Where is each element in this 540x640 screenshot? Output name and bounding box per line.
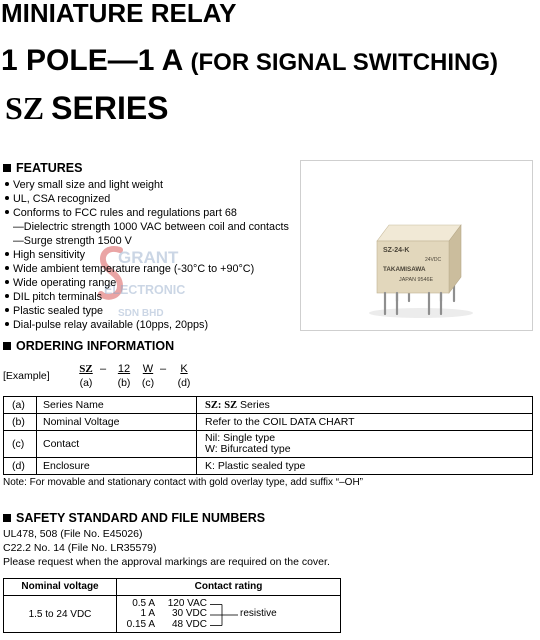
row-description-series: SZ	[224, 399, 238, 411]
example-separator: –	[159, 363, 167, 375]
ordering-heading-text: ORDERING INFORMATION	[16, 339, 175, 353]
bullet-icon	[5, 182, 9, 186]
example-key: (c)	[141, 377, 155, 389]
watermark-line: SDN BHD	[118, 308, 164, 319]
section-marker-icon	[3, 342, 11, 350]
table-row	[4, 458, 533, 475]
rating-voltage: 30 VDC	[171, 608, 207, 619]
relay-marking-voltage: 24VDC	[425, 257, 442, 263]
ordering-note: Note: For movable and stationary contact with gold overlay type, add suffix “–OH”	[3, 477, 363, 488]
row-description: Refer to the COIL DATA CHART	[197, 414, 533, 431]
bullet-icon	[5, 266, 9, 270]
subtitle-main: 1 POLE—1 A	[1, 44, 183, 77]
page-subtitle	[1, 46, 498, 78]
example-code-text: W	[142, 363, 154, 375]
example-key: (a)	[79, 377, 93, 389]
rating-current: 0.5 A	[132, 597, 155, 609]
series-word: SERIES	[51, 90, 169, 126]
feature-text: Dial-pulse relay available (10pps, 20pps)	[13, 319, 209, 331]
relay-image	[301, 161, 532, 330]
example-code-text: SZ	[79, 363, 93, 375]
relay-marking-model: SZ-24-K	[383, 247, 410, 254]
row-item: Enclosure	[37, 458, 197, 475]
features-heading-text: FEATURES	[16, 161, 83, 175]
safety-line: UL478, 508 (File No. E45026)	[3, 528, 143, 540]
bullet-icon	[5, 196, 9, 200]
series-code: SZ	[5, 90, 45, 126]
contact-rating-cell	[117, 596, 341, 633]
example-key: (d)	[177, 377, 191, 389]
rating-list	[117, 597, 340, 632]
example-code-text: 12	[117, 363, 131, 375]
subtitle-note: (FOR SIGNAL SWITCHING)	[190, 49, 499, 76]
rating-load-type: resistive	[240, 608, 277, 619]
safety-line: Please request when the approval markings are required on the cover.	[3, 556, 330, 568]
feature-text: Very small size and light weight	[13, 179, 164, 191]
safety-line: C22.2 No. 14 (File No. LR35579)	[3, 542, 157, 554]
rating-current: 1 A	[140, 608, 155, 619]
table-row	[4, 397, 533, 414]
bullet-icon	[5, 252, 9, 256]
example-code	[112, 363, 136, 376]
safety-heading	[3, 511, 265, 525]
table-header-row	[4, 579, 341, 596]
row-description: K: Plastic sealed type	[197, 458, 533, 475]
feature-item	[5, 206, 237, 220]
example-label: [Example]	[3, 370, 50, 382]
feature-text: High sensitivity	[13, 249, 86, 261]
header-nominal-voltage: Nominal voltage	[4, 579, 117, 596]
rating-current: 0.15 A	[126, 618, 155, 630]
feature-item	[5, 318, 208, 332]
bullet-icon	[5, 294, 9, 298]
row-key: (a)	[4, 397, 37, 414]
row-description	[197, 431, 533, 458]
row-description-line: W: Bifurcated type	[205, 443, 291, 455]
rating-voltage: 48 VDC	[171, 618, 207, 630]
row-description	[197, 397, 533, 414]
feature-text: Wide ambient temperature range (-30°C to +90°C)	[13, 263, 255, 275]
section-marker-icon	[3, 164, 11, 172]
example-code	[74, 363, 98, 376]
features-heading	[3, 161, 82, 175]
contact-rating-table	[3, 578, 341, 633]
page-title: MINIATURE RELAY	[1, 0, 237, 28]
feature-item	[5, 304, 103, 318]
table-row	[4, 431, 533, 458]
bullet-icon	[5, 322, 9, 326]
rating-voltage: 120 VAC	[167, 597, 207, 609]
row-key: (c)	[4, 431, 37, 458]
watermark-line: GRANT	[118, 248, 179, 267]
feature-item	[5, 290, 102, 304]
feature-item	[5, 262, 254, 276]
feature-item	[5, 178, 163, 192]
feature-item	[5, 276, 116, 290]
series-title	[5, 92, 169, 124]
feature-text: Conforms to FCC rules and regulations part 68	[13, 207, 237, 219]
feature-item	[5, 248, 85, 262]
row-key: (d)	[4, 458, 37, 475]
bullet-icon	[5, 210, 9, 214]
header-contact-rating: Contact rating	[117, 579, 341, 596]
feature-subitem: —Surge strength 1500 V	[13, 235, 132, 247]
feature-text: Plastic sealed type	[13, 305, 104, 317]
product-photo	[300, 160, 533, 331]
row-item: Series Name	[37, 397, 197, 414]
ordering-heading	[3, 339, 174, 353]
feature-text: Wide operating range	[13, 277, 117, 289]
nominal-voltage-cell: 1.5 to 24 VDC	[4, 596, 117, 633]
safety-heading-text: SAFETY STANDARD AND FILE NUMBERS	[16, 511, 266, 525]
bullet-icon	[5, 308, 9, 312]
feature-text: UL, CSA recognized	[13, 193, 111, 205]
relay-marking-maker: TAKAMISAWA	[383, 266, 426, 273]
table-row	[4, 414, 533, 431]
ordering-table	[3, 396, 533, 475]
rating-bracket-icon	[209, 597, 239, 632]
relay-marking-origin: JAPAN 9546E	[399, 277, 434, 283]
example-code	[172, 363, 196, 376]
example-separator: –	[99, 363, 107, 375]
row-description-text: Series	[240, 398, 270, 411]
relay-top-face	[377, 225, 461, 241]
feature-subitem: —Dielectric strength 1000 VAC between coil and contacts	[13, 221, 289, 233]
section-marker-icon	[3, 514, 11, 522]
example-code-text: K	[180, 363, 188, 375]
row-description-prefix: SZ:	[205, 399, 222, 411]
watermark-line: ELECTRONIC	[104, 283, 186, 297]
row-key: (b)	[4, 414, 37, 431]
example-key: (b)	[117, 377, 131, 389]
feature-text: DIL pitch terminals	[13, 291, 103, 303]
table-row	[4, 596, 341, 633]
row-description-line: Nil: Single type	[205, 432, 276, 444]
row-item: Contact	[37, 431, 197, 458]
row-item: Nominal Voltage	[37, 414, 197, 431]
feature-item	[5, 192, 110, 206]
bullet-icon	[5, 280, 9, 284]
